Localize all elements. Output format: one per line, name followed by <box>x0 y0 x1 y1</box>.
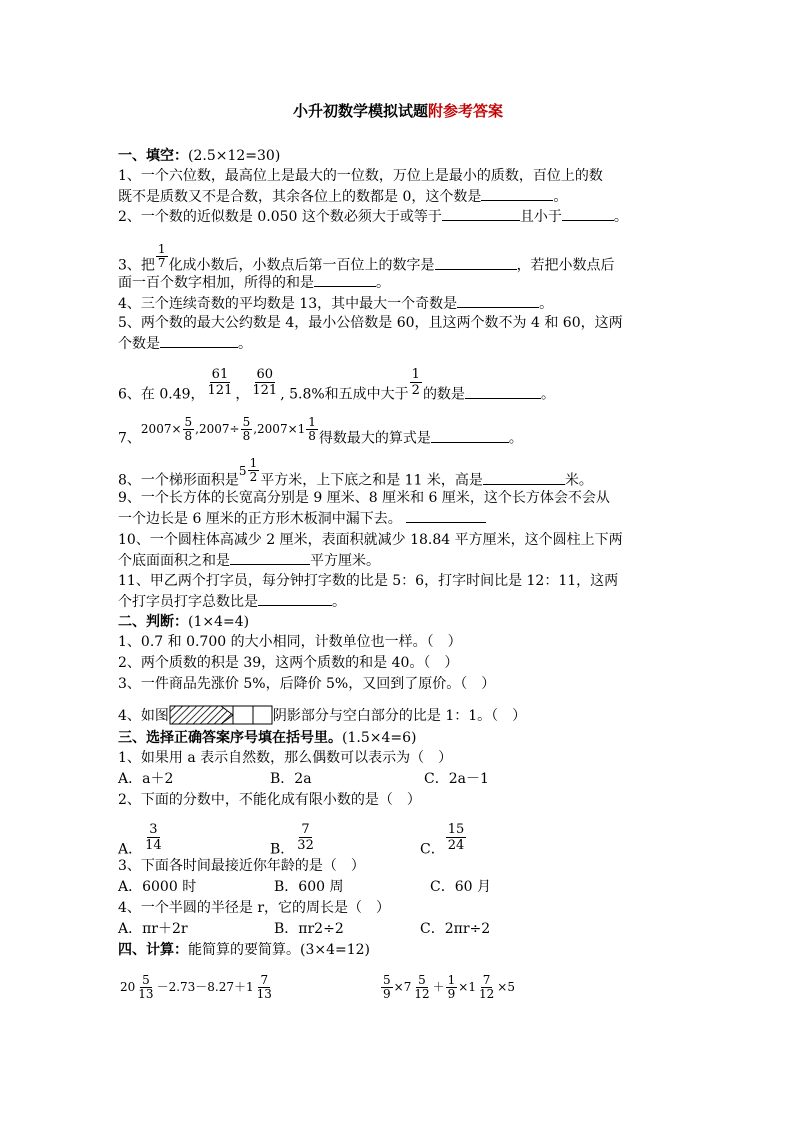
choice-3: 3、下面各时间最接近你年龄的是（ ） <box>118 858 365 874</box>
fraction: $\frac{7}{32}$ <box>297 822 314 853</box>
q2-line: 2、一个数的近似数是 0.050 这个数必须大于或等于 且小于 。 <box>118 206 628 227</box>
section-3-heading: 三、选择正确答案序号填在括号里。(1.5×4=6) <box>118 730 417 746</box>
answer-blank[interactable] <box>562 206 614 221</box>
q9-line-2: 一个边长是 6 厘米的正方形木板洞中漏下去。 <box>118 508 486 529</box>
answer-blank[interactable] <box>406 508 486 523</box>
fraction: $\frac{60}{121}$ <box>252 367 278 398</box>
mixed-number: 5 $\frac{1}{2}$ <box>238 456 258 484</box>
choice-1: 1、如果用 a 表示自然数，那么偶数可以表示为（ ） <box>118 750 453 766</box>
q7-line: 7、2007× $\frac{5}{8}$ ,2007÷ $\frac{5}{8}$ ,2007×1 $\frac{1}{8}$ 得数最大的算式是 。 <box>118 415 523 447</box>
judge-2: 2、两个质数的积是 39，这两个质数的和是 40。（ ） <box>118 655 459 671</box>
q10-line-1: 10、一个圆柱体高减少 2 厘米，表面积就减少 18.84 平方厘米，这个圆柱上下两 <box>118 532 623 548</box>
q6-line: 6、在 0.49， $\frac{61}{121}$ ， $\frac{60}{121}$ , 5.8%和五成中大于 $\frac{1}{2}$ 的数是 。 <box>118 367 555 403</box>
answer-blank[interactable] <box>435 255 517 270</box>
choice-2-option-b[interactable]: B． $\frac{7}{32}$ <box>270 822 314 858</box>
q8-line: 8、一个梯形面积是 5 $\frac{1}{2}$ 平方米，上下底之和是 11 米，高是 米。 <box>118 456 593 489</box>
fraction: $\frac{1}{8}$ <box>308 415 316 443</box>
choice-1-option-a[interactable]: A．a＋2 <box>118 771 174 787</box>
answer-blank[interactable] <box>442 206 520 221</box>
fraction: $\frac{5}{8}$ <box>242 415 251 443</box>
choice-4-option-b[interactable]: B．πr2÷2 <box>274 921 344 937</box>
choice-3-option-a[interactable]: A．6000 时 <box>118 879 197 895</box>
q9-line-1: 9、一个长方体的长宽高分别是 9 厘米、8 厘米和 6 厘米，这个长方体会不会从 <box>118 490 610 506</box>
choice-1-option-b[interactable]: B．2a <box>270 771 312 787</box>
page-title <box>118 100 678 121</box>
choice-4: 4、一个半圆的半径是 r，它的周长是（ ） <box>118 900 391 916</box>
judge-1: 1、0.7 和 0.700 的大小相同，计数单位也一样。（ ） <box>118 634 462 650</box>
q5-line-1: 5、两个数的最大公约数是 4，最小公倍数是 60，且这两个数不为 4 和 60，这两 <box>118 315 623 331</box>
judge-3: 3、一件商品先涨价 5%，后降价 5%，又回到了原价。（ ） <box>118 676 496 692</box>
shaded-rectangle-figure <box>169 705 273 723</box>
answer-blank[interactable] <box>483 470 565 485</box>
choice-3-option-c[interactable]: C．60 月 <box>430 879 491 895</box>
choice-3-option-b[interactable]: B．600 周 <box>274 879 344 895</box>
section-4-heading: 四、计算：能简算的要简算。(3×4=12) <box>118 942 371 958</box>
title-answer-note: 附参考答案 <box>428 102 504 120</box>
fraction: $\frac{5}{8}$ <box>184 415 193 443</box>
answer-blank[interactable] <box>481 186 553 201</box>
q3-line-1: 3、把 $\frac{1}{7}$ 化成小数后，小数点后第一百位上的数字是 ，若把小数点后 <box>118 242 615 274</box>
answer-blank[interactable] <box>230 550 310 565</box>
answer-blank[interactable] <box>160 333 238 348</box>
choice-2-option-a[interactable]: A． $\frac{3}{14}$ <box>118 822 162 858</box>
choice-2-option-c[interactable]: C． $\frac{15}{24}$ <box>420 822 465 858</box>
choice-2: 2、下面的分数中，不能化成有限小数的是（ ） <box>118 792 421 808</box>
calc-expression-1: 20 $\frac{5}{13}$ －2.73－8.27＋1 $\frac{7}{13}$ <box>120 973 272 1001</box>
q3-line-2: 面一百个数字相加，所得的和是 。 <box>118 272 390 293</box>
answer-blank[interactable] <box>314 272 376 287</box>
fraction: $\frac{1}{2}$ <box>411 367 420 398</box>
fraction: $\frac{61}{121}$ <box>207 367 233 398</box>
calc-expression-2: $\frac{5}{9}$ ×7 $\frac{5}{12}$ ＋ $\frac{1}{9}$ ×1 $\frac{7}{12}$ ×5 <box>383 973 515 1001</box>
section-1-heading: 一、填空：(2.5×12=30) <box>118 148 281 164</box>
q4-line: 4、三个连续奇数的平均数是 13，其中最大一个奇数是 。 <box>118 293 553 314</box>
answer-blank[interactable] <box>258 591 332 606</box>
q11-line-1: 11、甲乙两个打字员，每分钟打字数的比是 5：6，打字时间比是 12：11，这两 <box>118 573 619 589</box>
q1-line-2: 既不是质数又不是合数，其余各位上的数都是 0，这个数是 。 <box>118 186 567 207</box>
fraction: $\frac{3}{14}$ <box>145 822 162 853</box>
section-2-heading: 二、判断：(1×4=4) <box>118 614 250 630</box>
q10-line-2: 个底面面积之和是 平方厘米。 <box>118 550 380 571</box>
choice-1-option-c[interactable]: C．2a－1 <box>424 771 489 787</box>
q11-line-2: 个打字员打字总数比是 。 <box>118 591 346 612</box>
judge-4: 4、如图 阴影部分与空白部分的比是 1：1。（ ） <box>118 706 526 726</box>
q1-line-1: 1、一个六位数，最高位上是最大的一位数，万位上是最小的质数，百位上的数 <box>118 168 603 184</box>
title-main: 小升初数学模拟试题 <box>292 102 428 120</box>
choice-4-option-a[interactable]: A．πr＋2r <box>118 921 188 937</box>
choice-4-option-c[interactable]: C．2πr÷2 <box>420 921 491 937</box>
answer-blank[interactable] <box>457 293 539 308</box>
fraction: $\frac{15}{24}$ <box>447 822 465 853</box>
answer-blank[interactable] <box>465 384 541 399</box>
q5-line-2: 个数是 。 <box>118 333 252 354</box>
answer-blank[interactable] <box>431 428 509 443</box>
fraction: $\frac{1}{7}$ <box>157 242 166 270</box>
